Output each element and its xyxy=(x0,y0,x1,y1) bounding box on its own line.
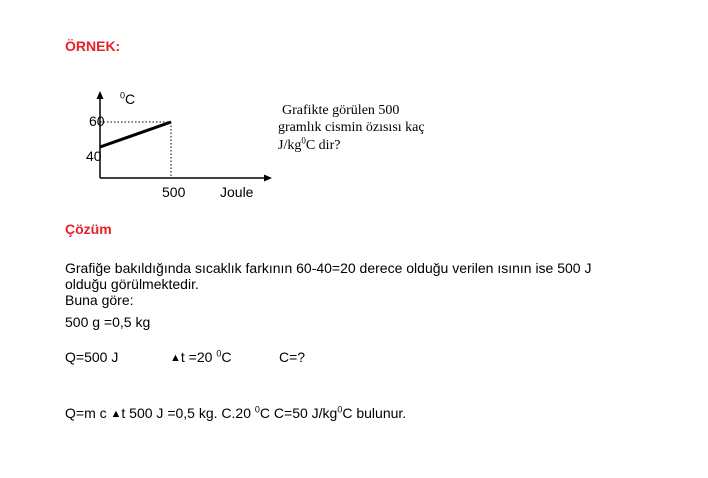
given-q: Q=500 J xyxy=(65,349,119,365)
question-line-2: gramlık cismin özısısı kaç xyxy=(278,120,425,135)
y-tick-60: 60 xyxy=(89,113,105,129)
x-axis-arrow xyxy=(264,175,272,182)
formula-line: Q=m c ▲t 500 J =0,5 kg. C.20 $^0$C C=50 $J/kg^0C$ bulunur. xyxy=(65,404,407,421)
graph-svg xyxy=(80,85,280,200)
y-axis-unit: $^0$C xyxy=(120,90,136,107)
given-delta-t: ▲t =20 $^0$C xyxy=(170,348,232,365)
paragraph-line-1: Grafiğe bakıldığında sıcaklık farkının 60-40=20 derece olduğu verilen ısının ise 500 J xyxy=(65,260,592,276)
solution-heading: Çözüm xyxy=(65,221,112,237)
delta-icon: ▲ xyxy=(170,352,181,364)
question-line-1: Grafikte görülen 500 xyxy=(282,103,400,118)
data-line xyxy=(100,122,171,147)
paragraph-line-3: Buna göre: xyxy=(65,292,134,308)
example-heading: ÖRNEK: xyxy=(65,38,121,54)
delta-icon: ▲ xyxy=(110,408,122,420)
x-axis-unit: Joule xyxy=(220,184,254,200)
x-tick-500: 500 xyxy=(162,184,186,200)
paragraph-line-2: olduğu görülmektedir. xyxy=(65,276,199,292)
given-c: C=? xyxy=(279,349,306,365)
paragraph-line-4: 500 g =0,5 kg xyxy=(65,314,151,330)
y-axis-arrow xyxy=(97,91,104,99)
y-tick-40: 40 xyxy=(86,148,102,164)
question-line-3: $J/kg^0C$ dir? xyxy=(278,135,341,153)
